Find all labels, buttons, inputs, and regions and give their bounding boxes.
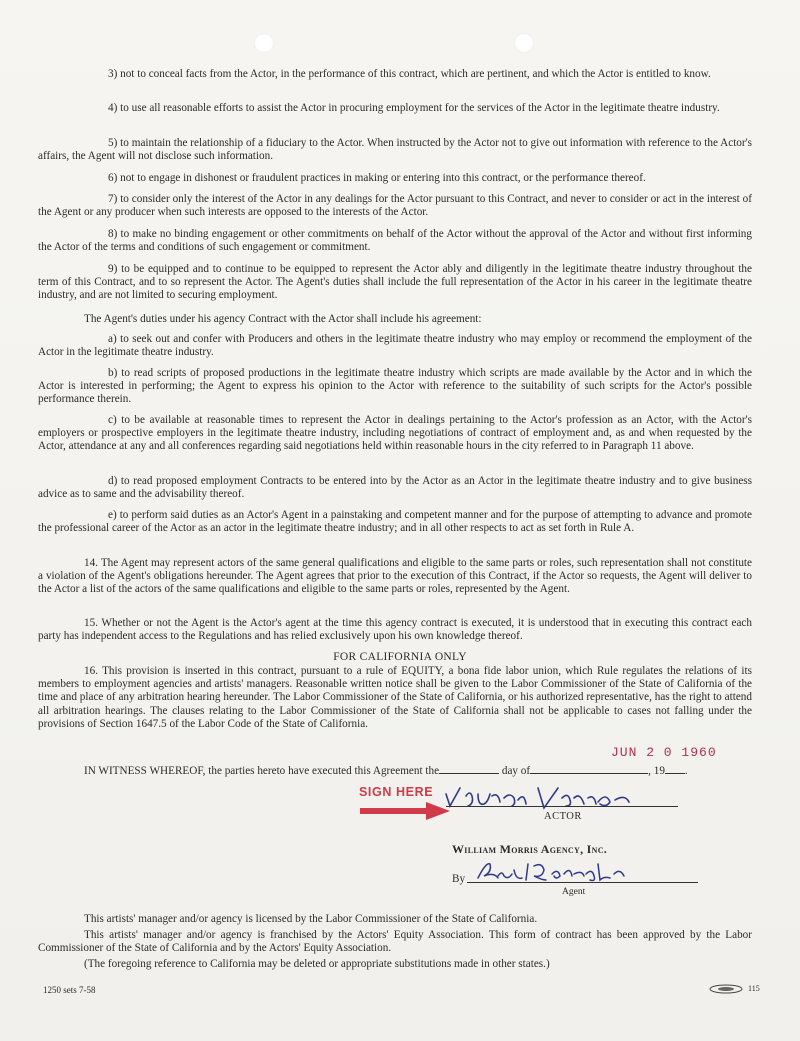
california-heading: FOR CALIFORNIA ONLY xyxy=(333,651,467,663)
franchise-statement: This artists' manager and/or agency is franchised by the Actors' Equity Association. This form of contract has been approved by the Labor Commissioner of the State of California and by the Actors' Equity Association. xyxy=(38,929,752,955)
clause-4: 4) to use all reasonable efforts to assist the Actor in procuring employment for the services of the Actor in the legitimate theatre industry. xyxy=(108,102,720,114)
clause-8: 8) to make no binding engagement or other commitments on behalf of the Actor without the approval of the Actor and without first informing the Actor of the terms and conditions of such engagement or commitment. xyxy=(38,228,752,254)
clause-16: 16. This provision is inserted in this contract, pursuant to a rule of EQUITY, a bona fide labor union, which Rule regulates the relations of its members to employment agencies and artists' managers. Reasonable written notice shall be given to the Labor Commissioner of the State of California of the time and place of any arbitration hearing hereunder. The Labor Commissioner of the State of California, or his authorized representative, has the right to attend all arbitration hearings. The clauses relating to the Labor Commissioner of the State of California shall not be applicable to cases not falling under the provisions of Section 1647.5 of the Labor Code of the State of California. xyxy=(38,665,752,730)
punch-hole-right xyxy=(514,33,534,53)
duty-b: b) to read scripts of proposed productions in the legitimate theatre industry which scripts are made available by the Actor and in which the Actor is interested in performing; the Agent to express his opinion to the Actor with reference to the suitability of such scripts for the Actor's possible performance therein. xyxy=(38,367,752,406)
union-mark-number: 115 xyxy=(748,984,760,993)
union-bug-icon xyxy=(708,984,748,994)
clause-6: 6) not to engage in dishonest or fraudulent practices in making or entering into this contract, or the performance thereof. xyxy=(108,172,646,184)
clause-7: 7) to consider only the interest of the Actor in any dealings for the Actor pursuant to this Contract, and never to consider or act in the interest of the Agent or any producer when such interests are opposed to the interests of the Actor. xyxy=(38,193,752,219)
clause-9: 9) to be equipped and to continue to be equipped to represent the Actor ably and diligently in the legitimate theatre industry throughout the term of this Contract, and to so represent the Actor. The Agent's duties shall include the full representation of the Actor in his career in the legitimate theatre industry, and are not limited to securing employment. xyxy=(38,263,752,302)
form-number: 1250 sets 7-58 xyxy=(43,985,96,995)
actor-signature[interactable] xyxy=(440,784,670,814)
substitution-note: (The foregoing reference to California may be deleted or appropriate substitutions made in other states.) xyxy=(84,958,550,970)
witness-date-blank[interactable] xyxy=(439,763,499,774)
witness-day-of: day of xyxy=(501,765,531,777)
agent-signature-line xyxy=(467,882,698,883)
actor-signature-text: Vivian Vance xyxy=(440,784,446,785)
punch-hole-left xyxy=(254,33,274,53)
witness-text: IN WITNESS WHEREOF, the parties hereto have executed this Agreement the xyxy=(84,765,440,777)
duty-e: e) to perform said duties as an Actor's Agent in a painstaking and competent manner and for the purpose of attempting to advance and promote the professional career of the Actor as an actor in the legitimate theatre industry; and in all other respects to act as set forth in Rule A. xyxy=(38,509,752,535)
duty-a: a) to seek out and confer with Producers and others in the legitimate theatre industry who may employ or recommend the employment of the Actor in the legitimate theatre industry. xyxy=(38,333,752,359)
clause-15: 15. Whether or not the Agent is the Actor's agent at the time this agency contract is executed, it is understood that in executing this contract each party has independent access to the Regulations and has relied exclusively upon his own knowledge thereof. xyxy=(38,617,752,643)
by-label: By xyxy=(452,873,466,885)
agency-name: William Morris Agency, Inc. xyxy=(452,842,608,856)
union-mark xyxy=(708,984,760,994)
clause-3: 3) not to conceal facts from the Actor, in the performance of this contract, which are pertinent, and which the Actor is entitled to know. xyxy=(108,68,711,80)
clause-14: 14. The Agent may represent actors of the same general qualifications and eligible to the same parts or roles, such representation shall not constitute a violation of the Agent's obligations hereunder. The Agent agrees that prior to the execution of this Contract, if the Actor so requests, the Agent will deliver to the Actor a list of the actors of the same qualifications and eligible to the same parts or roles, represented by the Agent. xyxy=(38,557,752,596)
agent-label: Agent xyxy=(562,887,586,897)
actor-signature-line xyxy=(446,806,678,807)
witness-month-blank[interactable] xyxy=(530,763,648,774)
actor-label: ACTOR xyxy=(544,811,582,822)
duty-d: d) to read proposed employment Contracts to be entered into by the Actor as an Actor in the legitimate theatre industry and to give business advice as to same and the advisability thereof. xyxy=(38,475,752,501)
clause-5: 5) to maintain the relationship of a fiduciary to the Actor. When instructed by the Actor not to give out information with reference to the Actor's affairs, the Agent will not disclose such information. xyxy=(38,137,752,163)
witness-line: IN WITNESS WHEREOF, the parties hereto have executed this Agreement the day of , 19 . xyxy=(84,765,688,777)
date-stamp: JUN 2 0 1960 xyxy=(611,745,717,760)
witness-year-blank[interactable] xyxy=(665,763,685,774)
agent-signature-text: Abe Lastfogel xyxy=(474,858,480,859)
sign-here-arrow-icon xyxy=(358,800,453,822)
duty-c: c) to be available at reasonable times to represent the Actor in dealings pertaining to the Actor's profession as an Actor, with the Actor's employers or prospective employers in the legitimate theatre industry, including negotiations of contract of employment and, as and when requested by the Actor, attendance at any and all conferences regarding said negotiations held within reasonable hours in the city referred to in Paragraph 11 above. xyxy=(38,414,752,453)
witness-year: , 19 xyxy=(648,765,665,777)
license-statement: This artists' manager and/or agency is licensed by the Labor Commissioner of the State of California. xyxy=(84,913,538,925)
duties-intro: The Agent's duties under his agency Contract with the Actor shall include his agreement: xyxy=(84,313,482,325)
sign-here-label: SIGN HERE xyxy=(359,785,434,799)
